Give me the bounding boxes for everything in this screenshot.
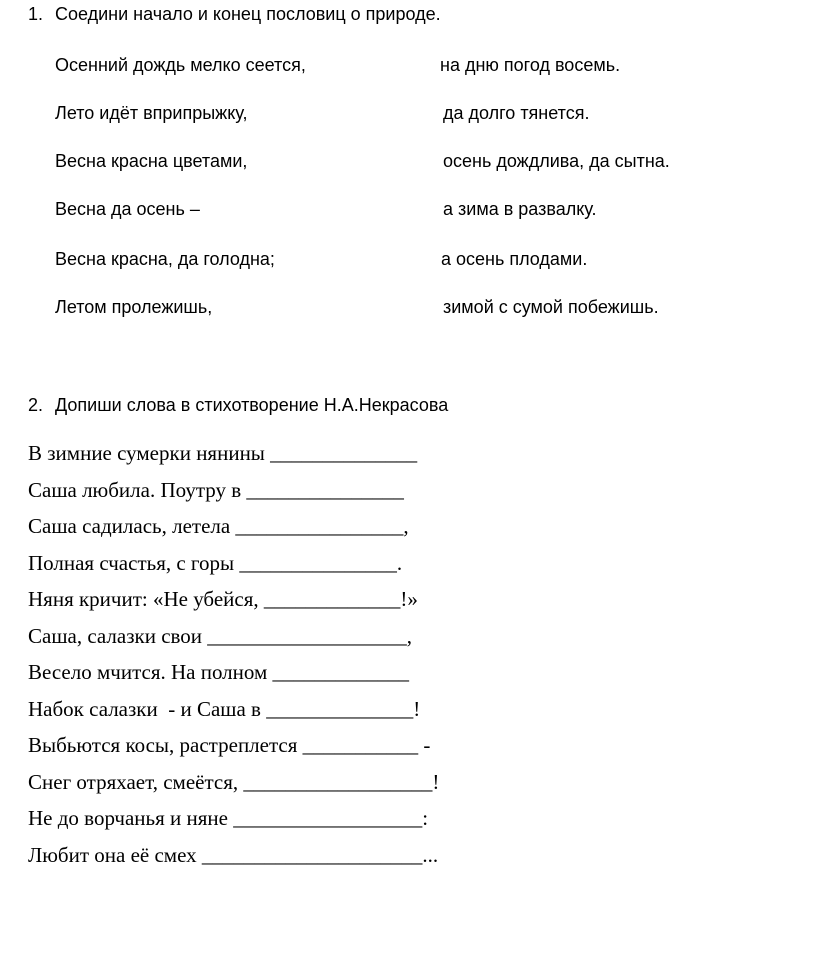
- poem-line-11: Не до ворчанья и няне __________________:: [28, 806, 429, 830]
- proverb-start-5: Весна красна, да голодна;: [55, 249, 275, 269]
- proverb-start-1: Осенний дождь мелко сеется,: [55, 55, 306, 75]
- proverb-end-5: а осень плодами.: [441, 249, 588, 269]
- proverb-start-6: Летом пролежишь,: [55, 297, 213, 317]
- poem-line-10: Снег отряхает, смеётся, __________________!: [28, 770, 440, 794]
- proverb-end-3: осень дождлива, да сытна.: [443, 151, 670, 171]
- proverb-end-2: да долго тянется.: [443, 103, 590, 123]
- poem-line-4: Полная счастья, с горы _______________.: [28, 551, 403, 575]
- poem-line-1: В зимние сумерки нянины ______________: [28, 441, 418, 465]
- poem-line-8: Набок салазки - и Саша в ______________!: [28, 697, 421, 721]
- proverb-end-1: на дню погод восемь.: [440, 55, 621, 75]
- poem-line-3: Саша садилась, летела ________________,: [28, 514, 409, 538]
- poem-line-6: Саша, салазки свои ___________________,: [28, 624, 413, 648]
- task-1-title: Соедини начало и конец пословиц о природе.: [55, 4, 441, 24]
- proverb-start-2: Лето идёт вприпрыжку,: [55, 103, 248, 123]
- proverb-start-4: Весна да осень –: [55, 199, 200, 219]
- poem-line-9: Выбьются косы, растреплется ___________ -: [28, 733, 431, 757]
- poem-line-7: Весело мчится. На полном _____________: [28, 660, 410, 684]
- proverb-end-4: а зима в развалку.: [443, 199, 597, 219]
- proverb-start-3: Весна красна цветами,: [55, 151, 248, 171]
- proverb-end-6: зимой с сумой побежишь.: [443, 297, 659, 317]
- task-1-number: 1.: [28, 4, 44, 24]
- poem-line-5: Няня кричит: «Не убейся, _____________!»: [28, 587, 418, 611]
- poem-line-12: Любит она её смех _____________________...: [28, 843, 439, 867]
- task-2-number: 2.: [28, 395, 44, 415]
- task-2-title: Допиши слова в стихотворение Н.А.Некрасова: [55, 395, 449, 415]
- poem-line-2: Саша любила. Поутру в _______________: [28, 478, 404, 502]
